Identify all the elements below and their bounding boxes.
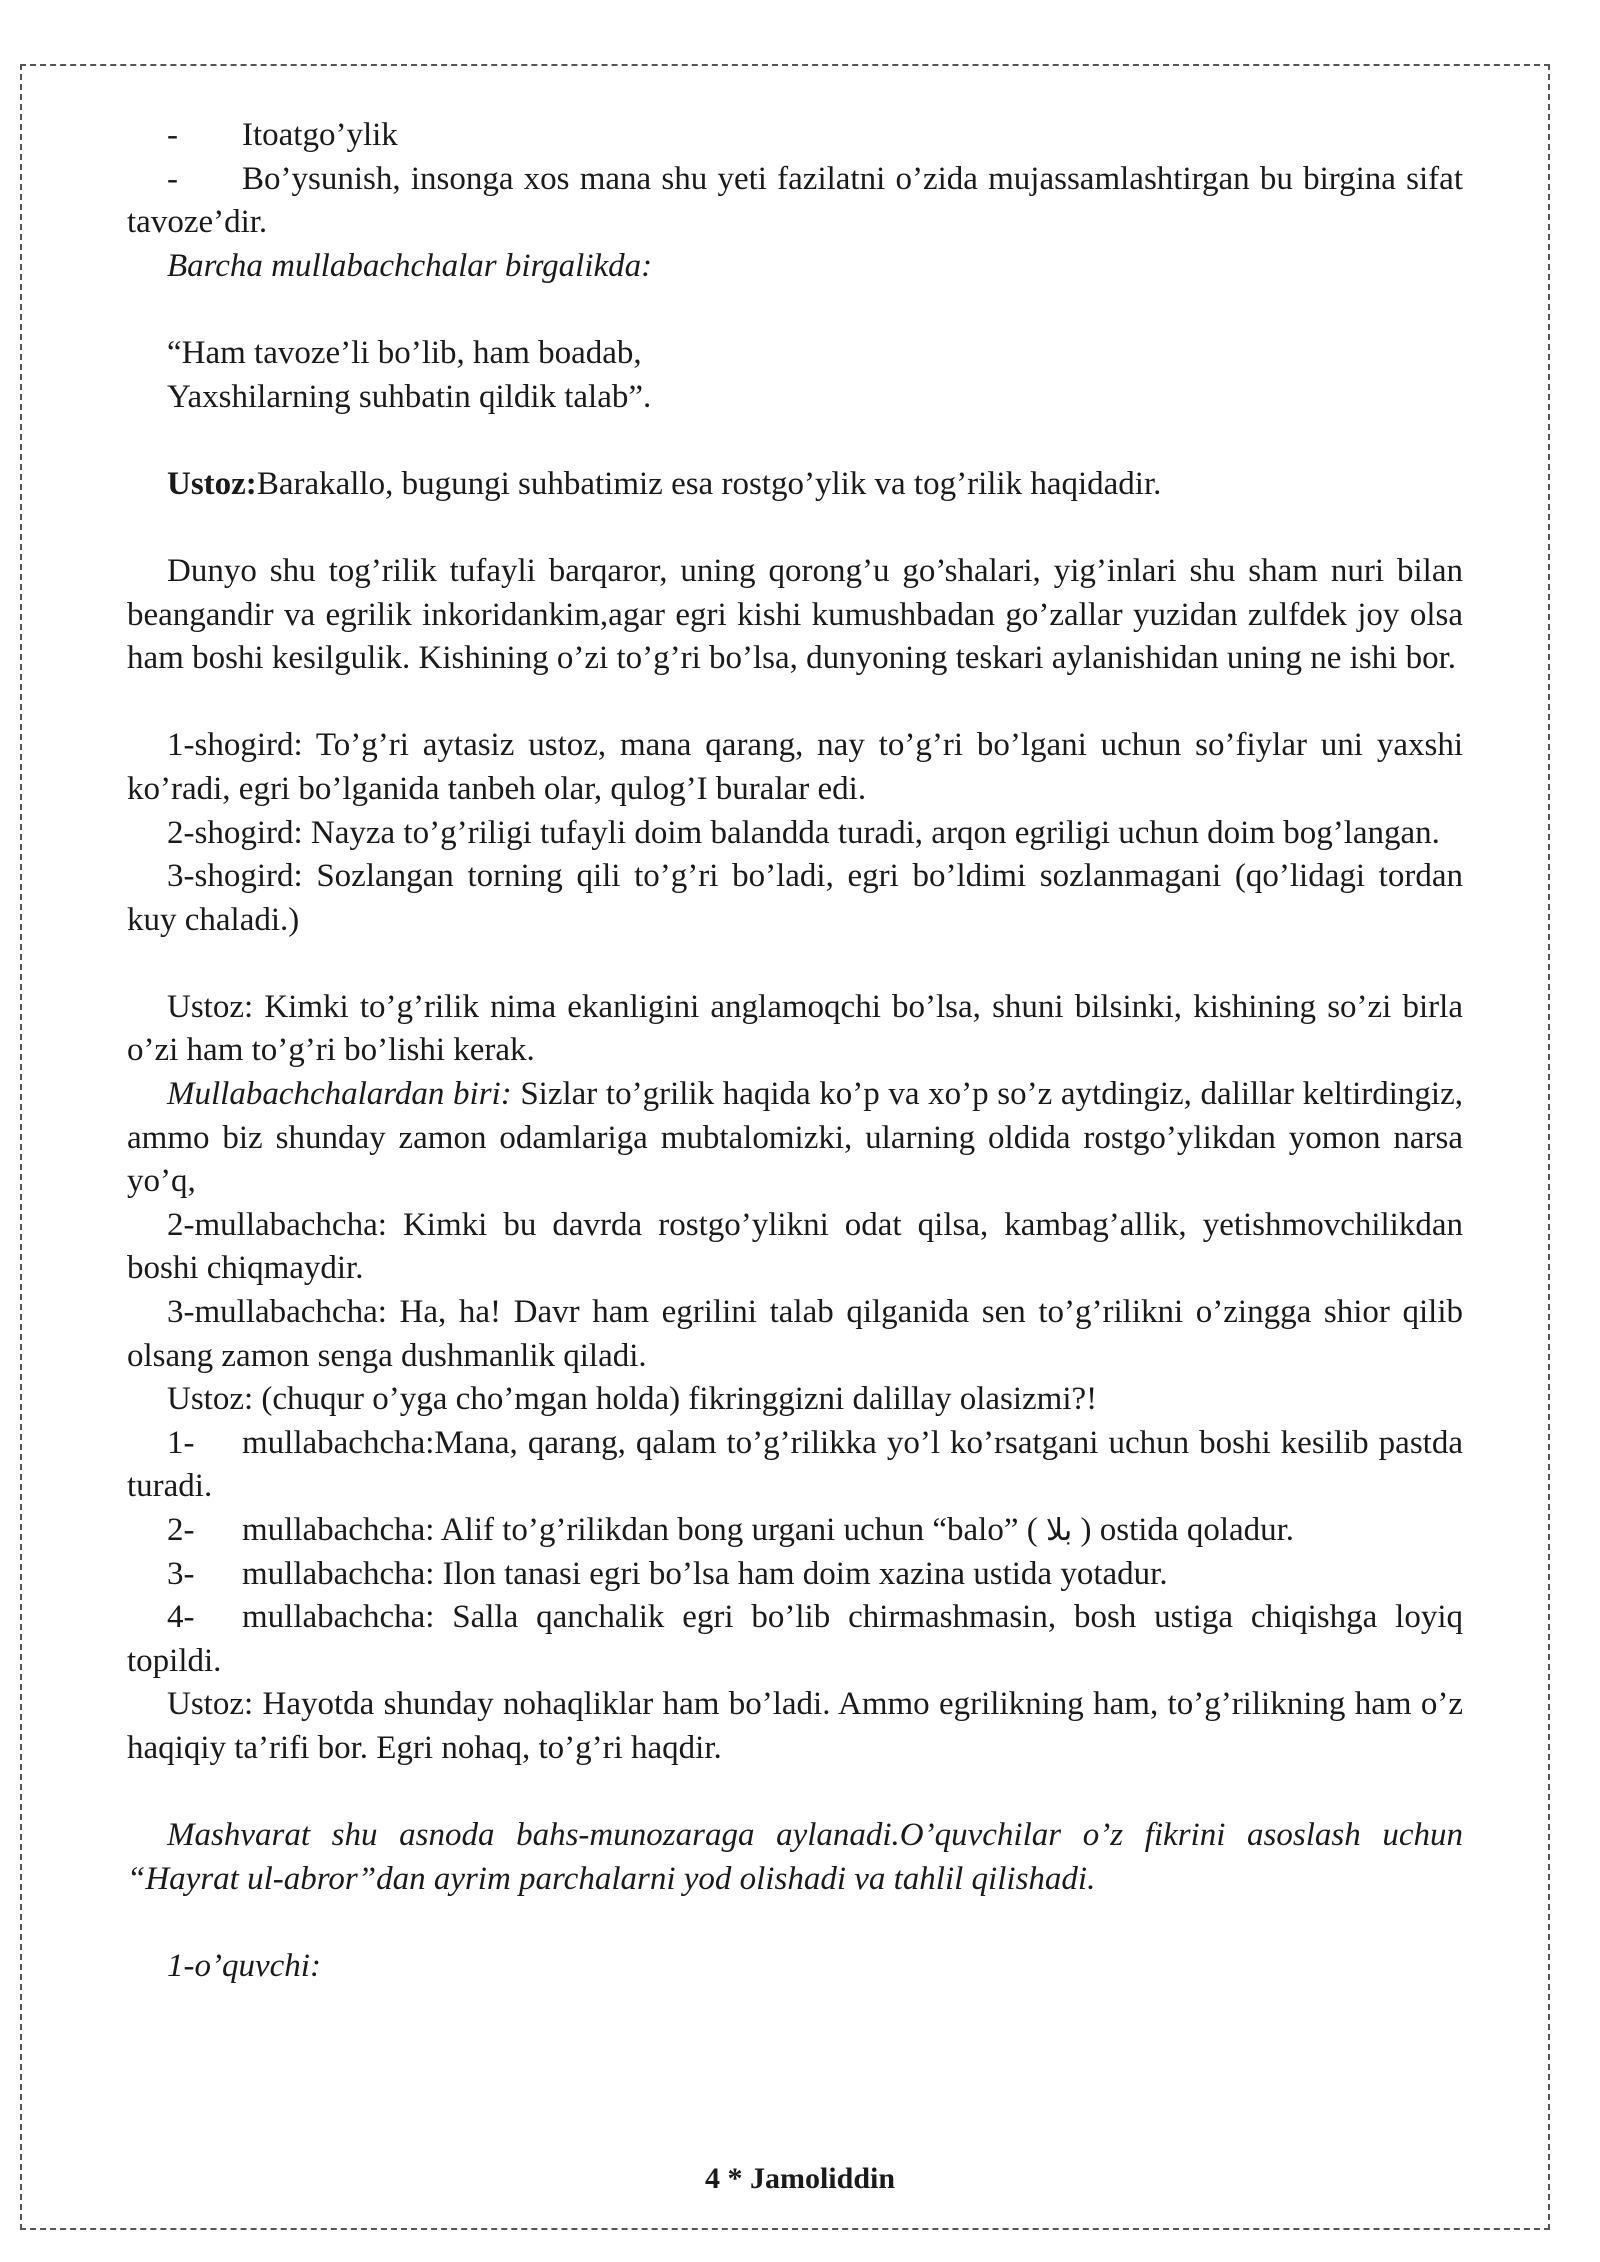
mullabachcha-2: 2-mullabachcha: Kimki bu davrda rostgo’ylikni odat qilsa, kambag’allik, yetishmovchilikdan boshi chiqmaydir. [127,1206,1463,1287]
numbered-item-4 [127,1596,1463,1683]
list-item-text: Bo’ysunish, insonga xos mana shu yeti fazilatni o’zida mujassamlashtirgan bu birgina sifat tavoze’dir. [127,160,1463,241]
stage-direction-mashvarat: Mashvarat shu asnoda bahs-munozaraga aylanadi.O’quvchilar o’z fikrini asoslash uchun “Hayrat ul-abror”dan ayrim parchalarni yod olishadi va tahlil qilishadi. [127,1817,1463,1897]
ustoz-3: Ustoz: (chuqur o’yga cho’mgan holda) fikringgizni dalillay olasizmi?! [167,1381,1098,1418]
stage-direction: Barcha mullabachchalar birgalikda: [167,247,653,284]
shogird-3: 3-shogird: Sozlangan torning qili to’g’ri bo’ladi, egri bo’ldimi sozlanmagani (qo’lidagi tordan kuy chaladi.) [127,858,1463,938]
item-text: mullabachcha: Ilon tanasi egri bo’lsa ham doim xazina ustida yotadur. [242,1555,1168,1592]
numbered-item-1 [127,1422,1463,1509]
arabic-word: بلا [1046,1513,1073,1548]
item-text: mullabachcha:Mana, qarang, qalam to’g’rilikka yo’l ko’rsatgani uchun boshi kesilib pastda turadi. [127,1424,1463,1505]
mullabachcha-1 [127,1073,1463,1204]
dash-marker: - [167,117,178,153]
ustoz-2: Ustoz: Kimki to’g’rilik nima ekanligini anglamoqchi bo’lsa, shuni bilsinki, kishining so’zi birla o’zi ham to’g’ri bo’lishi kerak. [127,988,1463,1069]
dash-marker: - [167,160,178,197]
item-text: mullabachcha: Alif to’g’rilikdan bong urgani uchun “balo” ( [242,1512,1046,1548]
speech-text: Barakallo, bugungi suhbatimiz esa rostgo’ylik va tog’rilik haqidadir. [256,465,1162,502]
paragraph-dunyo: Dunyo shu tog’rilik tufayli barqaror, uning qorong’u go’shalari, yig’inlari shu sham nuri bilan beangandir va egrilik inkoridankim,agar egri kishi kumushbadan go’zallar yuzidan zulfdek joy olsa ham boshi kesilgulik. Kishining o’zi to’g’ri bo’lsa, dunyoning teskari aylanishidan uning ne ishi bor. [127,552,1463,677]
number-marker: 4- [167,1599,195,1636]
mullabachcha-3: 3-mullabachcha: Ha, ha! Davr ham egrilini talab qilganida sen to’g’rilikni o’zingga shior qilib olsang zamon senga dushmanlik qiladi. [127,1294,1463,1374]
speaker-label: Ustoz: [167,465,257,502]
page-body [127,114,1463,1989]
ustoz-line [127,463,1463,507]
number-marker: 2- [167,1512,195,1548]
ustoz-4: Ustoz: Hayotda shunday nohaqliklar ham bo’ladi. Ammo egrilikning ham, to’g’rilikning ham o’z haqiqiy ta’rifi bor. Egri nohaq, to’g’ri haqdir. [127,1686,1463,1766]
numbered-item-3 [127,1553,1463,1597]
verse-line-1: “Ham tavoze’li bo’lib, ham boadab, [167,334,642,371]
page-footer: 4 * Jamoliddin [704,2162,896,2195]
speaker-label: Mullabachchalardan biri: [167,1076,512,1113]
list-item-boysunish [127,158,1463,245]
shogird-2: 2-shogird: Nayza to’g’riligi tufayli doim balandda turadi, arqon egriligi uchun doim bog’langan. [167,814,1440,851]
item-text: mullabachcha: Salla qanchalik egri bo’lib chirmashmasin, bosh ustiga chiqishga loyiq topildi. [127,1599,1463,1679]
shogird-1: 1-shogird: To’g’ri aytasiz ustoz, mana qarang, nay to’g’ri bo’lgani uchun so’fiylar uni yaxshi ko’radi, egri bo’lganida tanbeh olar, qulog’I buralar edi. [127,727,1463,807]
item-text-end: ) ostida qoladur. [1072,1512,1295,1548]
oquvchi-label: 1-o’quvchi: [167,1947,321,1984]
speech-text: Sizlar to’grilik haqida ko’p va xo’p so’z aytdingiz, dalillar keltirdingiz, ammo biz shunday zamon odamlariga mubtalomizki, ularning oldida rostgo’ylikdan yomon narsa yo’q, [127,1076,1463,1200]
verse-line-2: Yaxshilarning suhbatin qildik talab”. [167,378,652,415]
numbered-item-2 [127,1509,1463,1553]
list-item-text: Itoatgo’ylik [242,117,398,153]
list-item-itoatgoylik [127,114,1463,158]
number-marker: 1- [167,1424,195,1461]
number-marker: 3- [167,1555,195,1592]
